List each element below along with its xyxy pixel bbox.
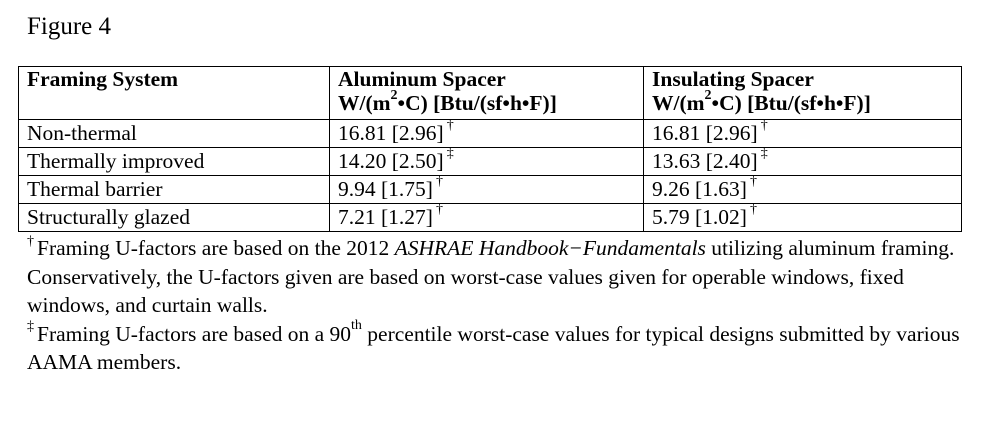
table-row <box>19 120 962 148</box>
header-insulating-unit: $W/(m^2•C)$ [Btu/(sf•h•F)] <box>652 87 871 115</box>
cell-insulating: 16.81 [2.96] † <box>644 120 962 148</box>
figure-title: Figure 4 <box>27 13 112 40</box>
cell-insulating: 13.63 [2.40] ‡ <box>644 148 962 176</box>
header-aluminum-label: Aluminum Spacer <box>338 67 506 91</box>
cell-system: Thermally improved <box>19 148 330 176</box>
cell-system: Non-thermal <box>19 120 330 148</box>
header-framing-system: Framing System <box>19 67 330 120</box>
table-row <box>19 176 962 204</box>
cell-system: Thermal barrier <box>19 176 330 204</box>
table-row <box>19 148 962 176</box>
header-aluminum-spacer <box>330 67 644 120</box>
header-aluminum-unit: $W/(m^2•C)$ [Btu/(sf•h•F)] <box>338 87 557 115</box>
header-insulating-spacer <box>644 67 962 120</box>
table-header-row <box>19 67 962 120</box>
cell-aluminum: 14.20 [2.50] ‡ <box>330 148 644 176</box>
table-row <box>19 204 962 232</box>
footnotes <box>27 234 967 377</box>
footnote-dagger: † Framing U-factors are based on the 2012 ASHRAE Handbook−Fundamentals utilizing aluminum framing. Conservatively, the U-factors given are based on worst-case values given for operable windows, fixed windows, and curtain walls. <box>27 233 955 317</box>
footnote-double-dagger: ‡ Framing U-factors are based on a 90th percentile worst-case values for typical designs submitted by various AAMA members. <box>27 318 960 374</box>
cell-aluminum: 9.94 [1.75] † <box>330 176 644 204</box>
header-insulating-label: Insulating Spacer <box>652 67 814 91</box>
cell-system: Structurally glazed <box>19 204 330 232</box>
cell-insulating: 5.79 [1.02] † <box>644 204 962 232</box>
cell-aluminum: 16.81 [2.96] † <box>330 120 644 148</box>
cell-insulating: 9.26 [1.63] † <box>644 176 962 204</box>
u-factor-table <box>18 66 962 232</box>
cell-aluminum: 7.21 [1.27] † <box>330 204 644 232</box>
